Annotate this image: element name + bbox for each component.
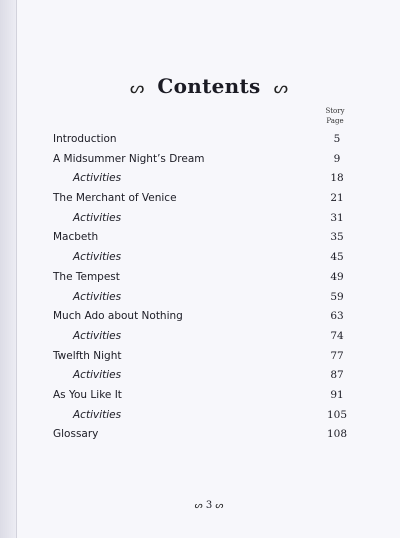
toc-entry-label: Macbeth	[53, 231, 99, 244]
toc-entry[interactable]	[53, 228, 357, 248]
toc-entry-label: Glossary	[53, 428, 99, 441]
toc-entry-label: Activities	[73, 172, 122, 185]
toc-entry[interactable]	[53, 347, 357, 367]
table-of-contents	[53, 130, 357, 445]
book-binding	[0, 0, 16, 538]
page-footer	[17, 500, 400, 511]
toc-entry-page: 5	[333, 133, 341, 145]
toc-activities-entry[interactable]	[53, 288, 357, 308]
left-ornament-icon: ᔕ	[130, 78, 145, 97]
toc-entry-label: Much Ado about Nothing	[53, 310, 183, 323]
toc-entry-label: A Midsummer Night’s Dream	[53, 152, 205, 165]
toc-entry[interactable]	[53, 307, 357, 327]
page-title	[17, 74, 400, 98]
toc-entry[interactable]	[53, 386, 357, 406]
toc-entry[interactable]	[53, 130, 357, 150]
toc-entry-page: 45	[330, 251, 344, 264]
toc-entry-page: 59	[330, 290, 344, 303]
toc-entry-page: 31	[330, 211, 344, 224]
footer-left-ornament-icon: ᔕ	[194, 501, 203, 511]
header-line-story: Story	[325, 107, 345, 115]
toc-activities-entry[interactable]	[53, 169, 357, 189]
toc-activities-entry[interactable]	[53, 366, 357, 386]
toc-entry-page: 108	[326, 428, 348, 441]
toc-entry-label: Activities	[73, 329, 122, 342]
toc-entry-page: 77	[330, 349, 344, 362]
header-line-page: Page	[326, 117, 344, 125]
title-text: Contents	[157, 74, 261, 98]
right-ornament-icon: ᔕ	[273, 78, 288, 97]
toc-activities-entry[interactable]	[53, 209, 357, 229]
toc-entry-label: Twelfth Night	[53, 349, 122, 362]
toc-entry-label: Activities	[73, 290, 122, 303]
toc-entry-page: 9	[333, 152, 341, 165]
toc-entry-label: Activities	[73, 369, 122, 382]
toc-entry-page: 87	[330, 369, 344, 382]
story-page-header	[315, 106, 355, 126]
toc-entry-label: As You Like It	[53, 388, 122, 401]
toc-activities-entry[interactable]	[53, 406, 357, 426]
toc-entry-page: 49	[330, 270, 344, 283]
toc-entry[interactable]	[53, 150, 357, 170]
toc-entry[interactable]	[53, 425, 357, 445]
toc-entry-page: 35	[330, 231, 344, 244]
toc-entry-page: 74	[330, 329, 344, 342]
toc-entry-label: The Tempest	[53, 270, 120, 283]
toc-entry-label: The Merchant of Venice	[53, 192, 177, 205]
page-number: 3	[205, 500, 213, 511]
toc-entry-page: 63	[330, 310, 344, 323]
toc-entry[interactable]	[53, 268, 357, 288]
toc-entry-page: 91	[330, 388, 344, 401]
toc-entry-page: 105	[326, 408, 348, 421]
toc-entry-label: Activities	[73, 211, 122, 224]
toc-activities-entry[interactable]	[53, 248, 357, 268]
toc-entry[interactable]	[53, 189, 357, 209]
contents-page	[16, 0, 400, 538]
toc-entry-page: 21	[330, 192, 344, 205]
toc-activities-entry[interactable]	[53, 327, 357, 347]
toc-entry-label: Activities	[73, 408, 122, 421]
toc-entry-page: 18	[330, 172, 344, 185]
toc-entry-label: Activities	[73, 251, 122, 264]
toc-entry-label: Introduction	[53, 133, 117, 145]
footer-right-ornament-icon: ᔕ	[215, 501, 224, 511]
